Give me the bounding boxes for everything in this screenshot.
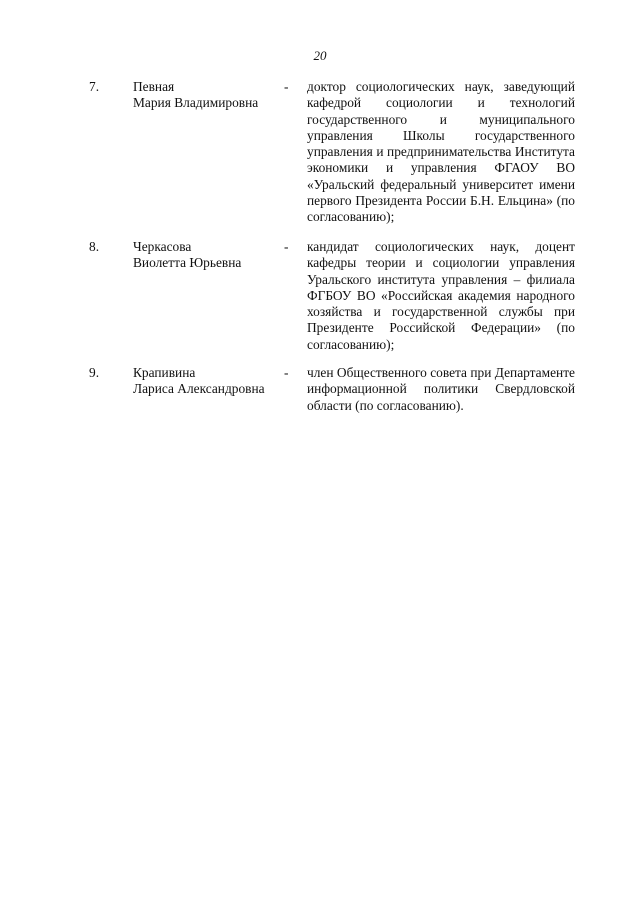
person-given-names: Лариса Александровна	[133, 381, 265, 397]
entry-number: 8.	[89, 239, 100, 254]
person-name	[133, 79, 278, 112]
person-surname: Певная	[133, 79, 175, 94]
person-given-names: Мария Владимировна	[133, 95, 259, 111]
person-position: член Общественного совета при Департаменте информационной политики Свердловской области (по согласованию).	[307, 365, 575, 413]
person-name	[133, 365, 278, 398]
person-position: кандидат социологических наук, доцент кафедры теории и социологии управления Уральского института управления – филиала ФГБОУ ВО «Российская академия народного хозяйства и государственной службы при Президенте Российской Федерации» (по согласованию);	[307, 239, 575, 352]
person-position: доктор социологических наук, заведующий кафедрой социологии и технологий государственного и муниципального управления Школы государственного управления и предпринимательства Института экономики и управления ФГАОУ ВО «Уральский федеральный университет имени первого Президента России Б.Н. Ельцина» (по согласованию);	[307, 79, 575, 225]
entry-number: 7.	[89, 79, 100, 94]
page-number: 20	[313, 48, 327, 63]
separator-dash: -	[284, 365, 289, 380]
entry-number: 9.	[89, 365, 100, 380]
separator-dash: -	[284, 79, 289, 94]
person-given-names: Виолетта Юрьевна	[133, 255, 242, 271]
person-name	[133, 239, 278, 272]
person-surname: Крапивина	[133, 365, 196, 380]
separator-dash: -	[284, 239, 289, 254]
person-surname: Черкасова	[133, 239, 192, 254]
